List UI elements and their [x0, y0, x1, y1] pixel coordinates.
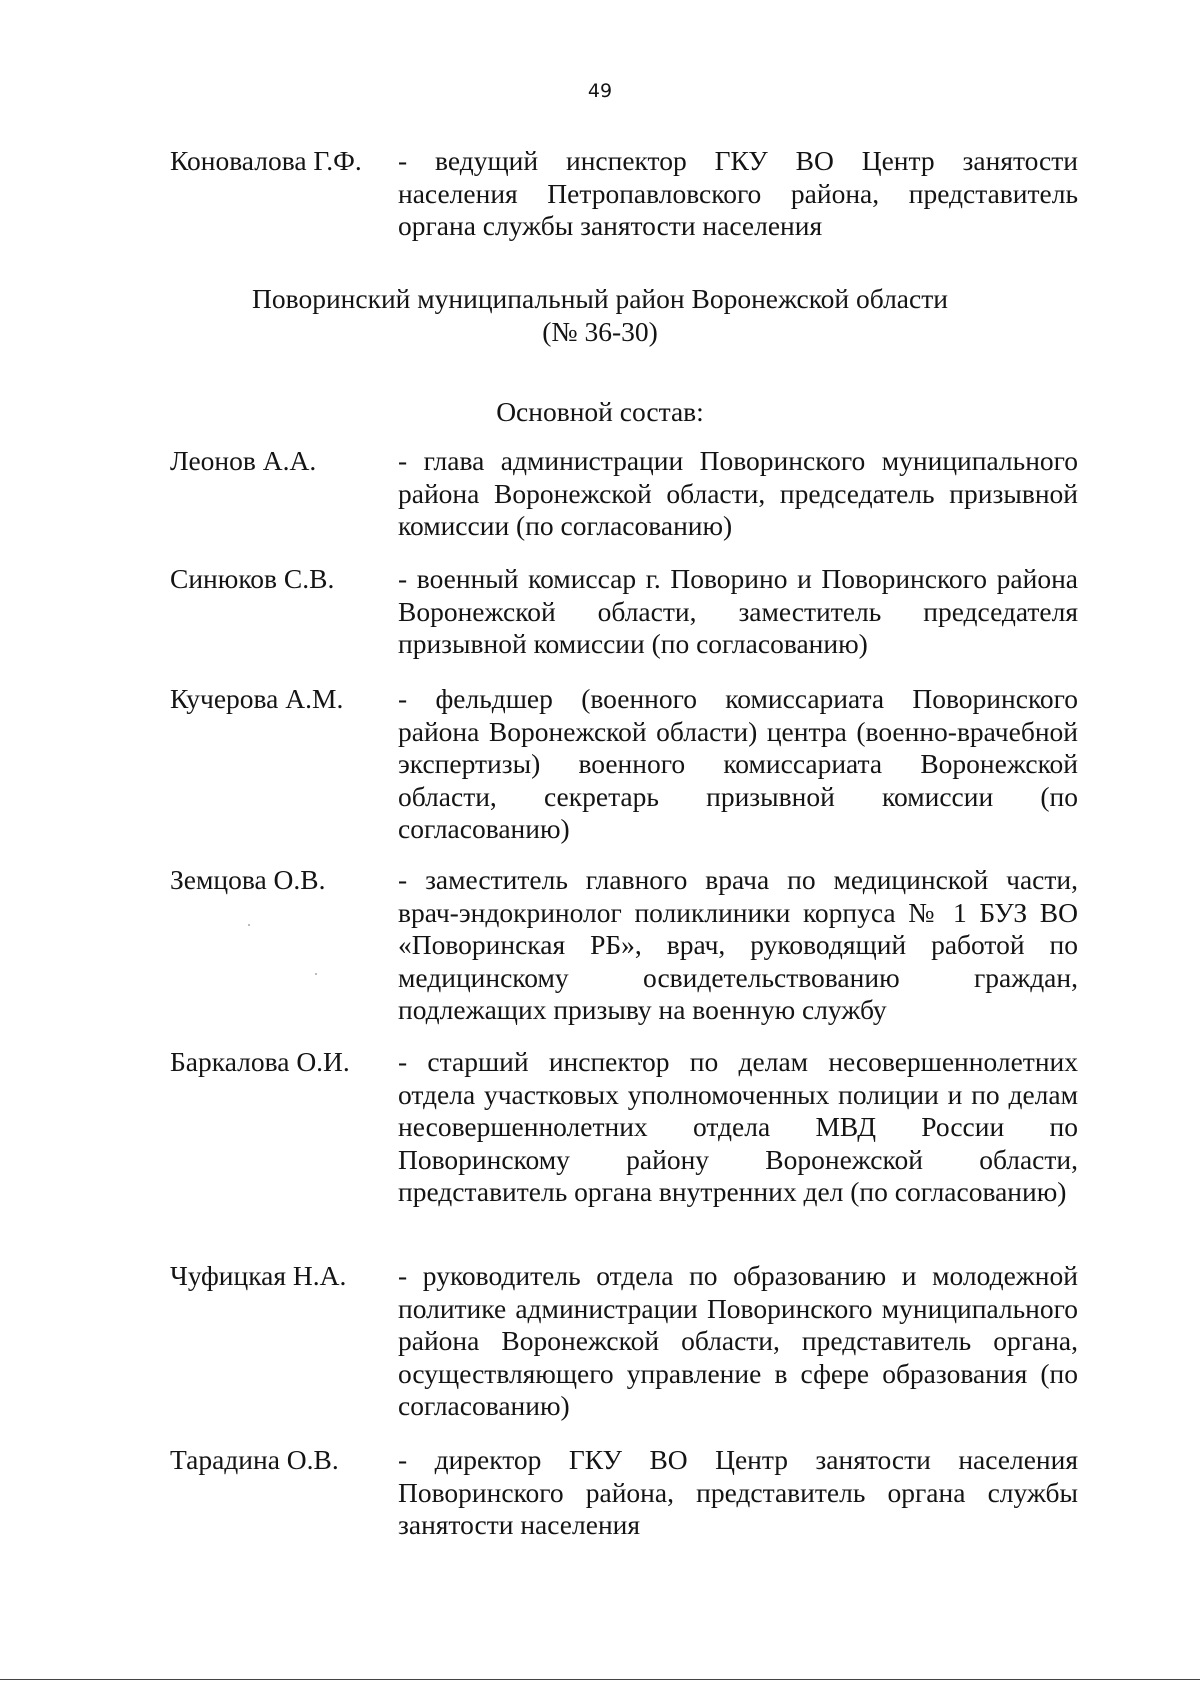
member-entry	[170, 445, 1078, 543]
member-entry	[170, 1260, 1078, 1423]
scan-speck	[248, 924, 250, 926]
member-name: Земцова О.В.	[170, 864, 326, 895]
member-entry	[170, 1046, 1078, 1209]
member-entry	[170, 563, 1078, 661]
member-entry	[170, 683, 1078, 846]
member-position: - директор ГКУ ВО Центр занятости населения Поворинского района, представитель органа службы занятости населения	[398, 1444, 1078, 1540]
member-name: Коновалова Г.Ф.	[170, 145, 362, 176]
member-position: - старший инспектор по делам несовершеннолетних отдела участковых уполномоченных полиции и по делам несовершеннолетних отдела МВД России по Поворинскому району Воронежской области, представитель органа внутренних дел (по согласованию)	[398, 1046, 1078, 1207]
district-title: Поворинский муниципальный район Воронежской области	[252, 283, 948, 314]
district-number: (№ 36-30)	[542, 316, 658, 347]
section-title: Основной состав:	[496, 396, 704, 427]
member-position: - фельдшер (военного комиссариата Поворинского района Воронежской области) центра (военно-врачебной экспертизы) военного комиссариата Воронежской области, секретарь призывной комиссии (по согласованию)	[398, 683, 1078, 844]
scan-edge-line	[0, 1679, 1200, 1680]
member-entry	[170, 864, 1078, 1027]
member-position: - военный комиссар г. Поворино и Поворинского района Воронежской области, заместитель председателя призывной комиссии (по согласованию)	[398, 563, 1078, 659]
member-name: Синюков С.В.	[170, 563, 335, 594]
member-name: Леонов А.А.	[170, 445, 317, 476]
district-heading	[0, 282, 1200, 348]
member-name: Тарадина О.В.	[170, 1444, 339, 1475]
member-position: - заместитель главного врача по медицинской части, врач-эндокринолог поликлиники корпуса № 1 БУЗ ВО «Поворинская РБ», врач, руководящий работой по медицинскому освидетельствованию граждан, подлежащих призыву на военную службу	[398, 864, 1078, 1025]
member-entry	[170, 145, 1078, 243]
page-number: 49	[587, 80, 613, 102]
member-name: Чуфицкая Н.А.	[170, 1260, 347, 1291]
member-position: - ведущий инспектор ГКУ ВО Центр занятости населения Петропавловского района, представитель органа службы занятости населения	[398, 145, 1078, 241]
member-position: - глава администрации Поворинского муниципального района Воронежской области, председатель призывной комиссии (по согласованию)	[398, 445, 1078, 541]
member-entry	[170, 1444, 1078, 1542]
member-name: Кучерова А.М.	[170, 683, 344, 714]
member-position: - руководитель отдела по образованию и молодежной политике администрации Поворинского муниципального района Воронежской области, представитель органа, осуществляющего управление в сфере образования (по согласованию)	[398, 1260, 1078, 1421]
scan-speck	[315, 973, 317, 975]
member-name: Баркалова О.И.	[170, 1046, 350, 1077]
